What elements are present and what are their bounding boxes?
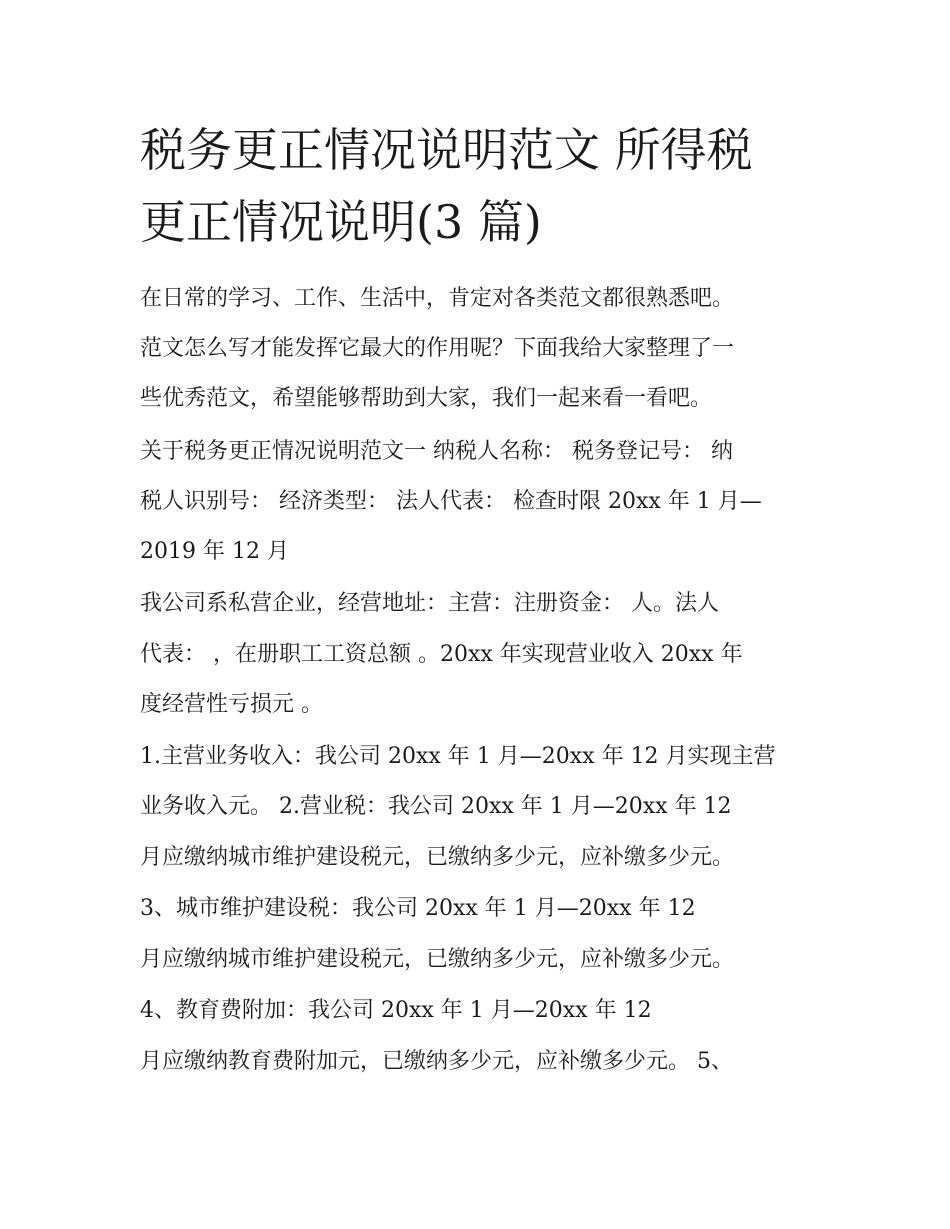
body-line: 3、城市维护建设税：我公司 20xx 年 1 月—20xx 年 12	[140, 896, 696, 921]
body-line: 些优秀范文，希望能够帮助到大家，我们一起来看一看吧。	[140, 386, 713, 411]
document-title	[140, 114, 820, 258]
body-line: 月应缴纳教育费附加元，已缴纳多少元，应补缴多少元。 5、	[140, 1049, 733, 1074]
body-line: 在日常的学习、工作、生活中，肯定对各类范文都很熟悉吧。	[140, 286, 735, 311]
body-line: 月应缴纳城市维护建设税元，已缴纳多少元，应补缴多少元。	[140, 845, 735, 870]
title-line-2: 更正情况说明(3 篇)	[140, 195, 542, 249]
body-line: 范文怎么写才能发挥它最大的作用呢？下面我给大家整理了一	[140, 336, 735, 361]
body-line: 关于税务更正情况说明范文一 纳税人名称： 税务登记号： 纳	[140, 439, 733, 464]
body-line: 1.主营业务收入：我公司 20xx 年 1 月—20xx 年 12 月实现主营	[140, 744, 776, 769]
body-line: 月应缴纳城市维护建设税元，已缴纳多少元，应补缴多少元。	[140, 947, 735, 972]
body-line: 4、教育费附加：我公司 20xx 年 1 月—20xx 年 12	[140, 998, 652, 1023]
title-line-1: 税务更正情况说明范文 所得税	[140, 123, 753, 177]
body-line: 代表： ，在册职工工资总额 。20xx 年实现营业收入 20xx 年	[140, 642, 743, 667]
body-line: 税人识别号： 经济类型： 法人代表： 检查时限 20xx 年 1 月—	[140, 489, 762, 514]
body-line: 业务收入元。 2.营业税：我公司 20xx 年 1 月—20xx 年 12	[140, 794, 732, 819]
body-line: 2019 年 12 月	[140, 539, 289, 564]
body-line: 我公司系私营企业，经营地址：主营：注册资金： 人。法人	[140, 591, 719, 616]
document-page	[140, 0, 820, 1229]
body-line: 度经营性亏损元 。	[140, 692, 323, 717]
